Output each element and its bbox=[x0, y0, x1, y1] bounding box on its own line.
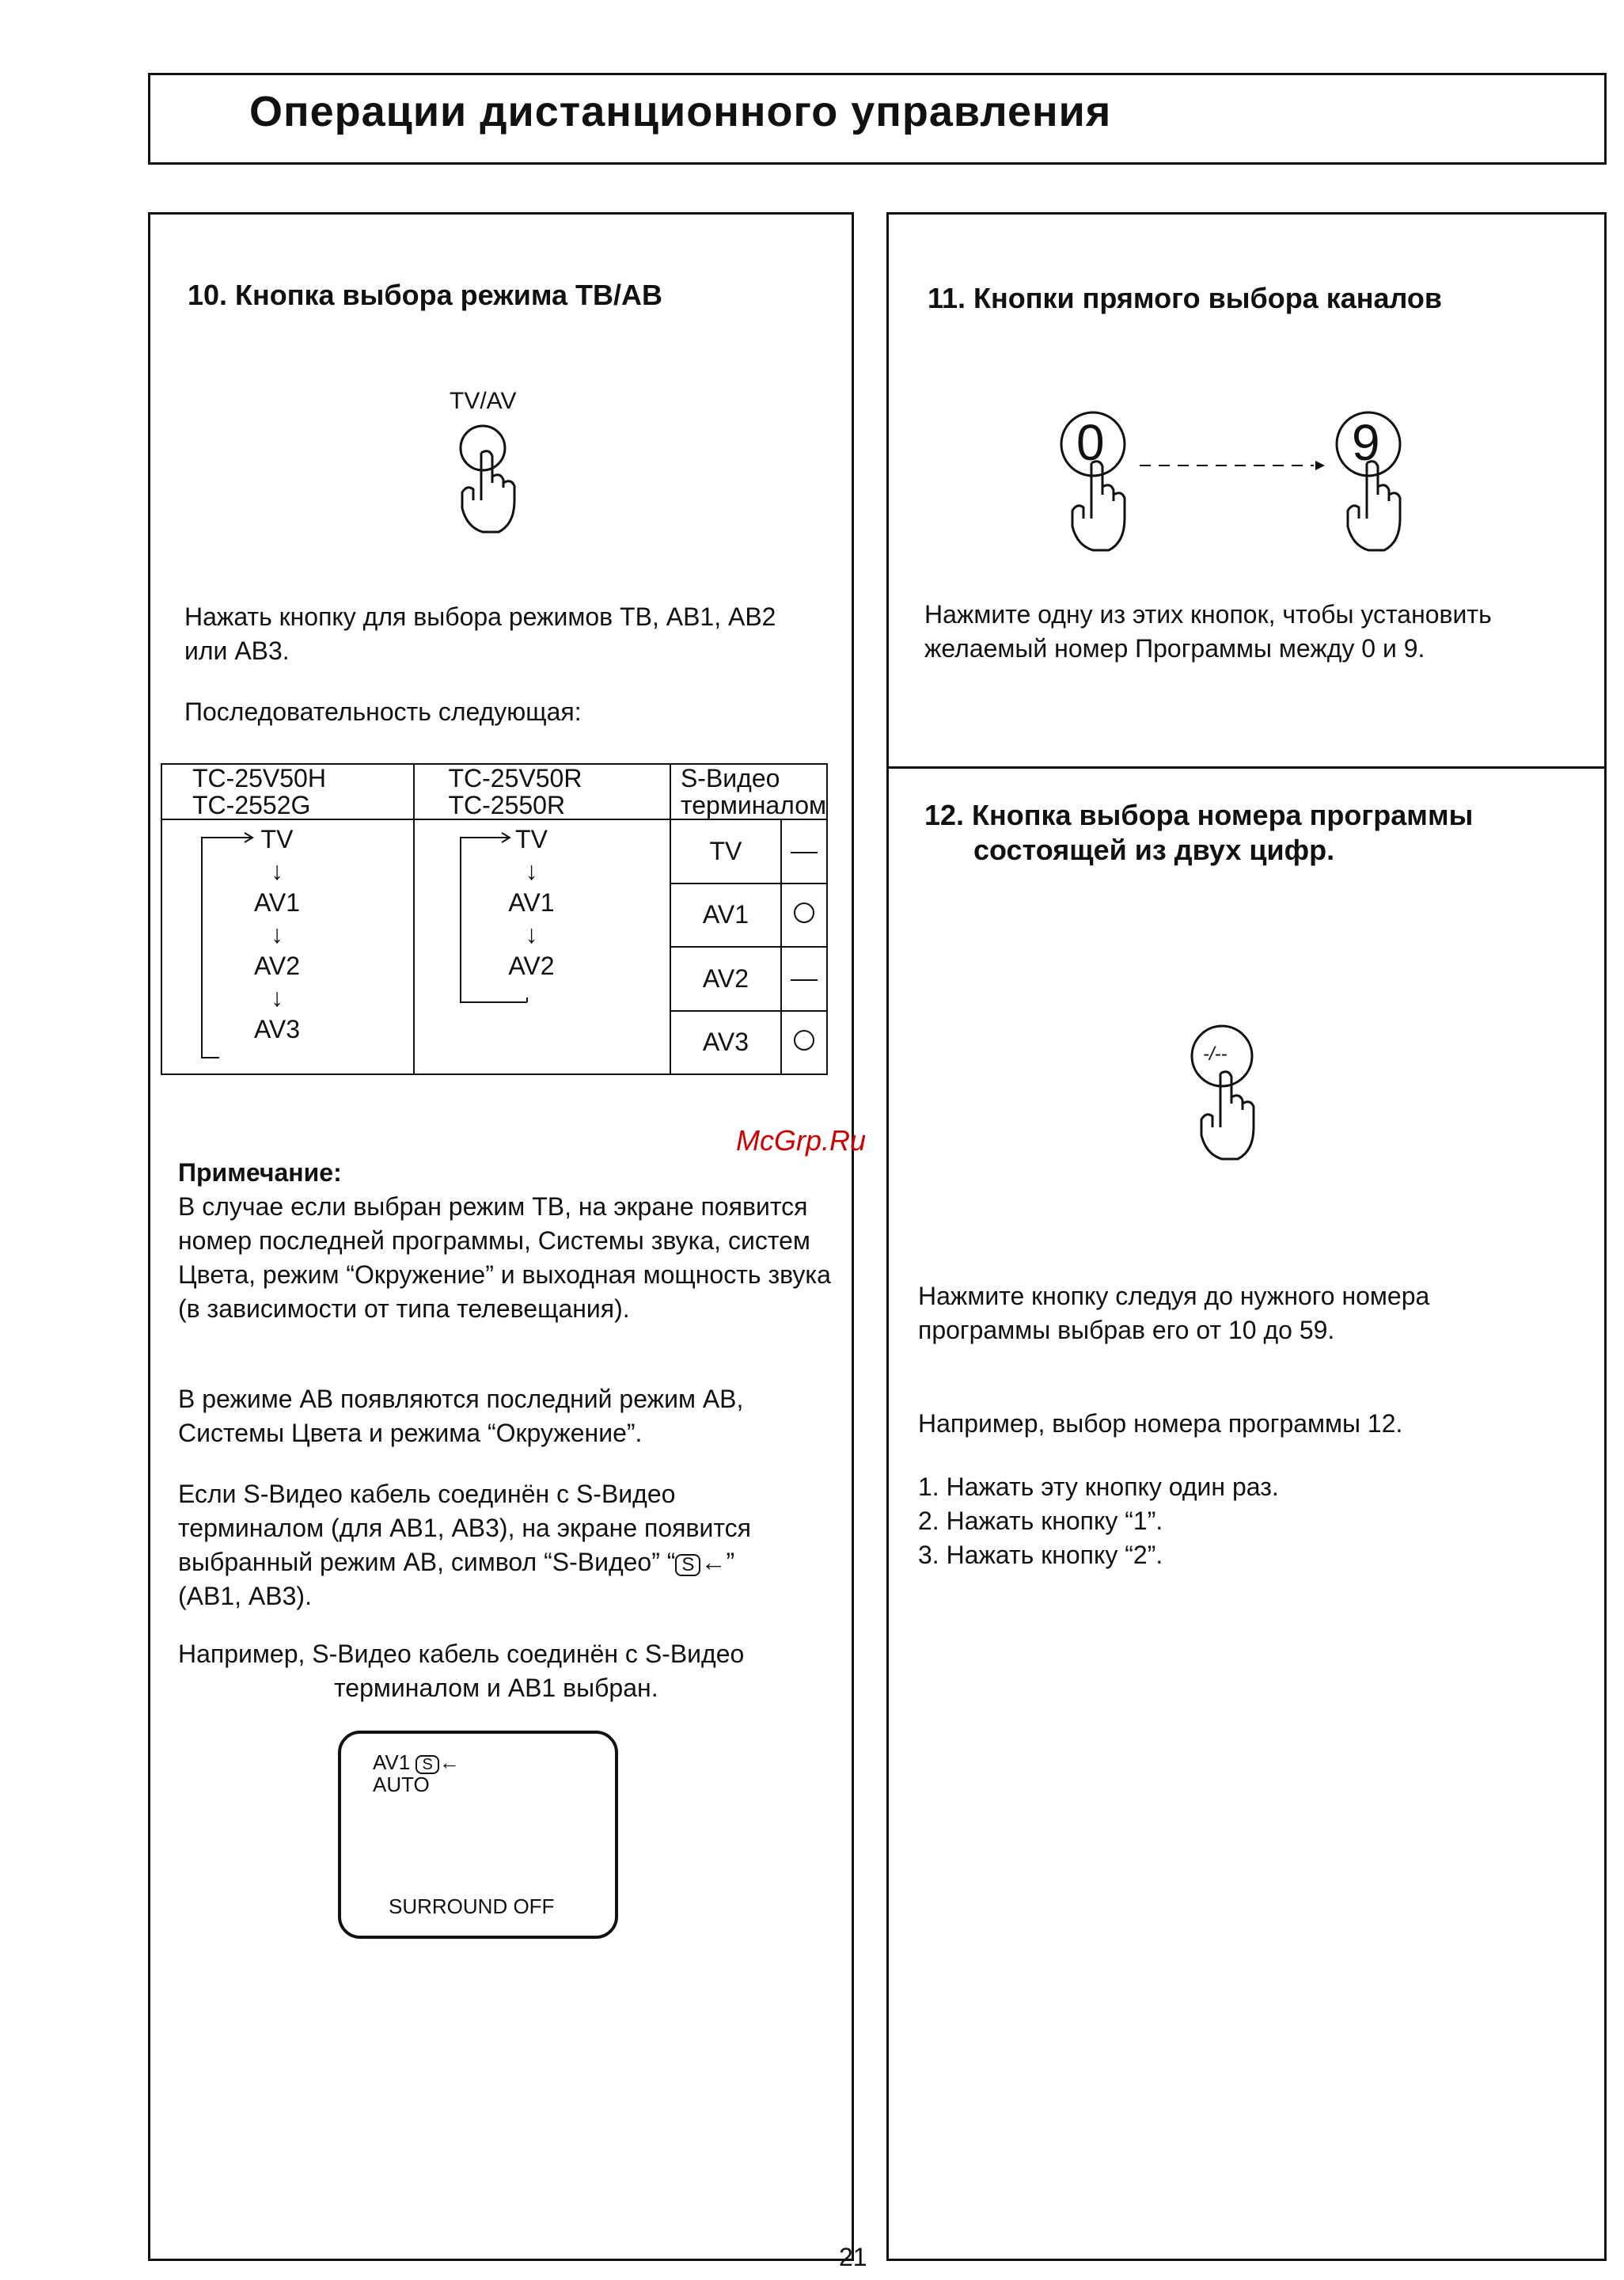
section-11-heading: 11. Кнопки прямого выбора каналов bbox=[928, 282, 1443, 314]
tv-screen-illustration bbox=[338, 1731, 618, 1939]
section-12-para2: Например, выбор номера программы 12. bbox=[918, 1409, 1403, 1438]
section-10-para1: Нажать кнопку для выбора режимов ТВ, АВ1, АВ2 или АВ3. bbox=[184, 602, 776, 665]
s-video-icon: S bbox=[675, 1554, 700, 1576]
list-item: 2. Нажать кнопку “1”. bbox=[918, 1507, 1163, 1535]
section-11-para: Нажмите одну из этих кнопок, чтобы установить желаемый номер Программы между 0 и 9. bbox=[924, 600, 1492, 663]
two-digit-button[interactable] bbox=[1186, 1021, 1273, 1164]
svideo-mode-cell: AV3 bbox=[670, 1011, 781, 1075]
section-12-steps bbox=[918, 1470, 1559, 1572]
tvav-button[interactable] bbox=[443, 388, 538, 538]
dash-symbol bbox=[791, 979, 818, 981]
hand-press-icon bbox=[443, 421, 538, 540]
hand-press-icon bbox=[1186, 1021, 1273, 1164]
button-9[interactable] bbox=[1332, 408, 1419, 558]
range-arrow-icon bbox=[1140, 458, 1330, 473]
two-digit-button-label: -/-- bbox=[1203, 1043, 1227, 1065]
svideo-mode-cell: AV1 bbox=[670, 884, 781, 948]
circle-symbol bbox=[794, 902, 814, 923]
screen-line2: AUTO bbox=[373, 1773, 430, 1796]
screen-line3: SURROUND OFF bbox=[389, 1894, 555, 1918]
table-col3-header: S-Видео терминалом bbox=[670, 764, 827, 819]
section-10-para2: Последовательность следующая: bbox=[184, 697, 582, 726]
button-9-label: 9 bbox=[1352, 414, 1380, 471]
tvav-label: TV/AV bbox=[450, 388, 517, 414]
page-number: 21 bbox=[839, 2243, 867, 2271]
example-line2: терминалом и АВ1 выбран. bbox=[334, 1674, 658, 1702]
svideo-mode-cell: AV2 bbox=[670, 947, 781, 1011]
page-title: Операции дистанционного управления bbox=[249, 88, 1112, 135]
section-12-heading: 12. Кнопка выбора номера программы состоящей из двух цифр. bbox=[924, 799, 1474, 866]
list-item: 1. Нажать эту кнопку один раз. bbox=[918, 1472, 1279, 1501]
note-para2: В режиме АВ появляются последний режим АВ, Системы Цвета и режима “Окружение”. bbox=[178, 1385, 744, 1447]
s-video-icon: S bbox=[415, 1755, 438, 1774]
note-para1: В случае если выбран режим ТВ, на экране появится номер последней программы, Системы звука, систем Цвета, режим “Окружение” и выходная мощность звука (в зависимости от типа телевещания). bbox=[178, 1192, 831, 1323]
table-col2-header: TC-25V50R TC-2550R bbox=[414, 764, 670, 819]
svideo-symbol-cell bbox=[781, 819, 827, 884]
list-item: 3. Нажать кнопку “2”. bbox=[918, 1541, 1163, 1569]
section-10-heading: 10. Кнопка выбора режима ТВ/АВ bbox=[188, 279, 663, 311]
note-title: Примечание: bbox=[178, 1158, 342, 1187]
sequence-table bbox=[161, 763, 828, 1075]
button-0[interactable] bbox=[1057, 408, 1144, 558]
button-0-label: 0 bbox=[1076, 414, 1105, 471]
table-col1-sequence: TV ↓ AV1 ↓ AV2 ↓ AV3 bbox=[161, 819, 414, 1074]
svideo-symbol-cell bbox=[781, 884, 827, 948]
screen-line1: AV1 S ← bbox=[373, 1750, 460, 1774]
svideo-mode-cell: TV bbox=[670, 819, 781, 884]
example-line1: Например, S-Видео кабель соединён с S-Видео bbox=[178, 1640, 745, 1668]
table-col1-header: TC-25V50H TC-2552G bbox=[161, 764, 414, 819]
section-12-para1: Нажмите кнопку следуя до нужного номера программы выбрав его от 10 до 59. bbox=[918, 1282, 1430, 1344]
svideo-symbol-cell bbox=[781, 947, 827, 1011]
note-para3: Если S-Видео кабель соединён с S-Видео терминалом (для АВ1, АВ3), на экране появится выбранный режим АВ, символ “S-Видео” “ S ←” (АВ1, АВ3). bbox=[178, 1480, 751, 1610]
watermark: McGrp.Ru bbox=[736, 1124, 867, 1157]
svideo-symbol-cell bbox=[781, 1011, 827, 1075]
circle-symbol bbox=[794, 1030, 814, 1051]
dash-symbol bbox=[791, 852, 818, 853]
table-col2-sequence: TV ↓ AV1 ↓ AV2 bbox=[414, 819, 670, 1074]
